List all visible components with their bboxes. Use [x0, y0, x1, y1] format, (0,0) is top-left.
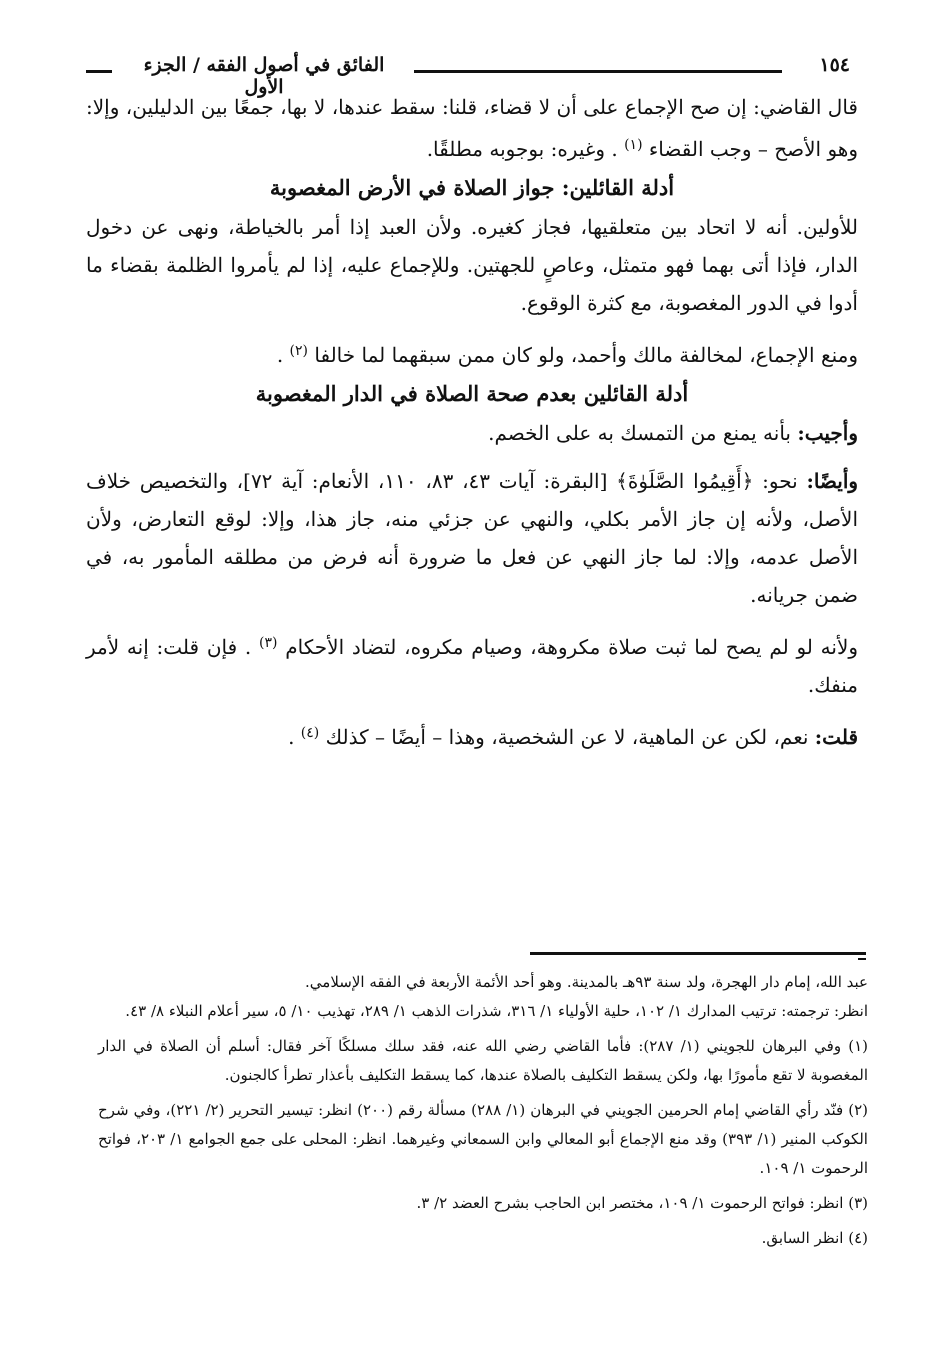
paragraph-response: [86, 414, 858, 452]
paragraph-first-group: للأولين. أنه لا اتحاد بين متعلقيها، فجاز كغيره. ولأن العبد إذا أمر بالخياطة، ونهى عن دخول الدار، فإذا أتى بهما فهو متمثل، وعاصٍ للجهتين. وللإجماع عليه، إذا لم يأمروا الظلمة بقضاء ما أدوا في الدور المغصوبة، مع كثرة الوقوع.: [86, 215, 858, 315]
paragraph-reply: [86, 714, 858, 756]
footnote-4: (٤) انظر السابق.: [761, 1229, 868, 1247]
reply-end: .: [288, 725, 301, 749]
reply-text: نعم، لكن عن الماهية، لا عن الشخصية، وهذا – أيضًا – كذلك: [325, 725, 815, 749]
makruh-text-a: ولأنه لو لم يصح لما ثبت صلاة مكروهة، وصيام مكروه، لتضاد الأحكام: [285, 635, 859, 659]
header-rule-left: [86, 70, 112, 73]
main-text: [86, 88, 858, 756]
paragraph-makruh: [86, 624, 858, 704]
paragraph-ijma-end: .: [276, 343, 290, 367]
footnote-continuation-1: عبد الله، إمام دار الهجرة، ولد سنة ٩٣هـ بالمدينة. وهو أحد الأئمة الأربعة في الفقه الإسلامي.: [305, 973, 868, 991]
running-title: الفائق في أصول الفقه / الجزء الأول: [143, 54, 385, 98]
footnote-ref-3[interactable]: (٣): [259, 635, 278, 651]
response-lead: وأجيب:: [797, 421, 858, 445]
paragraph-qadi: [86, 88, 858, 168]
footnote-1: (١) وفي البرهان للجويني (١/ ٢٨٧): فأما القاضي رضي الله عنه، فقد سلك مسلكًا آخر فقال: أسلم أن الصلاة في الدار المغصوبة لا تقع مأمورًا بها، ولكن يسقط التكليف بالصلاة عندها، كما يسقط التكليف بأعذار تطرأ كالجنون.: [98, 1037, 869, 1084]
heading-permissibility: أدلة القائلين: جواز الصلاة في الأرض المغصوبة: [269, 175, 675, 200]
paragraph-qadi-text-a: قال القاضي: إن صح الإجماع على أن لا قضاء، قلنا: سقط عندها، لا بها، جمعًا بين الدليلين، وإلا: وهو الأصح – وجب القضاء: [86, 95, 858, 161]
paragraph-qadi-text-b: . وغيره: بوجوبه مطلقًا.: [426, 137, 625, 161]
paragraph-ijma-text: ومنع الإجماع، لمخالفة مالك وأحمد، ولو كان ممن سبقهما لما خالفا: [314, 343, 858, 367]
footnote-separator: [530, 952, 866, 955]
footnote-ref-2[interactable]: (٢): [289, 343, 309, 359]
running-header: [78, 50, 856, 98]
makruh-text-b: . فإن قلت: إنه لأمر منفك.: [86, 635, 858, 697]
footnote-separator-tick: [858, 958, 866, 960]
page-number: ١٥٤: [819, 54, 850, 76]
also-lead: وأيضًا:: [806, 469, 859, 493]
paragraph-also: [86, 462, 858, 614]
also-text: نحو: ﴿أَقِيمُوا الصَّلَوٰةَ﴾ [البقرة: آيات ٤٣، ٨٣، ١١٠، الأنعام: آية ٧٢]، والتخصيص خلاف الأصل، ولأنه إن جاز الأمر بكلي، والنهي عن جزئي منه، جاز هذا، وإلا: لوقع التعارض، ولأن الأصل عدمه، وإلا: لما جاز النهي عن فعل ما ضرورة أنه فرض من مطلقه المأمور به، في ضمن جريانه.: [86, 469, 858, 607]
reply-lead: قلت:: [814, 725, 858, 749]
footnote-continuation-2: انظر: ترجمته: ترتيب المدارك ١/ ١٠٢، حلية الأولياء ١/ ٣١٦، شذرات الذهب ١/ ٢٨٩، تهذيب ١٠/ ٥، سير أعلام النبلاء ٨/ ٤٣.: [125, 1002, 868, 1020]
footnote-2: (٢) فنّد رأي القاضي إمام الحرمين الجويني في البرهان (١/ ٢٨٨) مسألة رقم (٢٠٠) انظر: تيسير التحرير (٢/ ٢٢١)، وفي شرح الكوكب المنير (١/ ٣٩٣) وقد منع الإجماع أبو المعالي وابن السمعاني وغيرهما. انظر: المحلى على جمع الجوامع ١/ ٢٠٣، فواتح الرحموت ١/ ١٠٩.: [98, 1101, 868, 1177]
response-text: بأنه يمنع من التمسك به على الخصم.: [488, 421, 798, 445]
paragraph-ijma-objection: [86, 332, 858, 374]
heading-invalidity: أدلة القائلين بعدم صحة الصلاة في الدار المغصوبة: [255, 381, 689, 406]
footnote-3: (٣) انظر: فواتح الرحموت ١/ ١٠٩، مختصر ابن الحاجب بشرح العضد ٢/ ٣.: [416, 1194, 868, 1212]
footnote-ref-4[interactable]: (٤): [300, 725, 320, 741]
footnotes: [98, 968, 868, 1253]
header-rule-middle: [414, 70, 782, 73]
footnote-ref-1[interactable]: (١): [624, 137, 643, 153]
